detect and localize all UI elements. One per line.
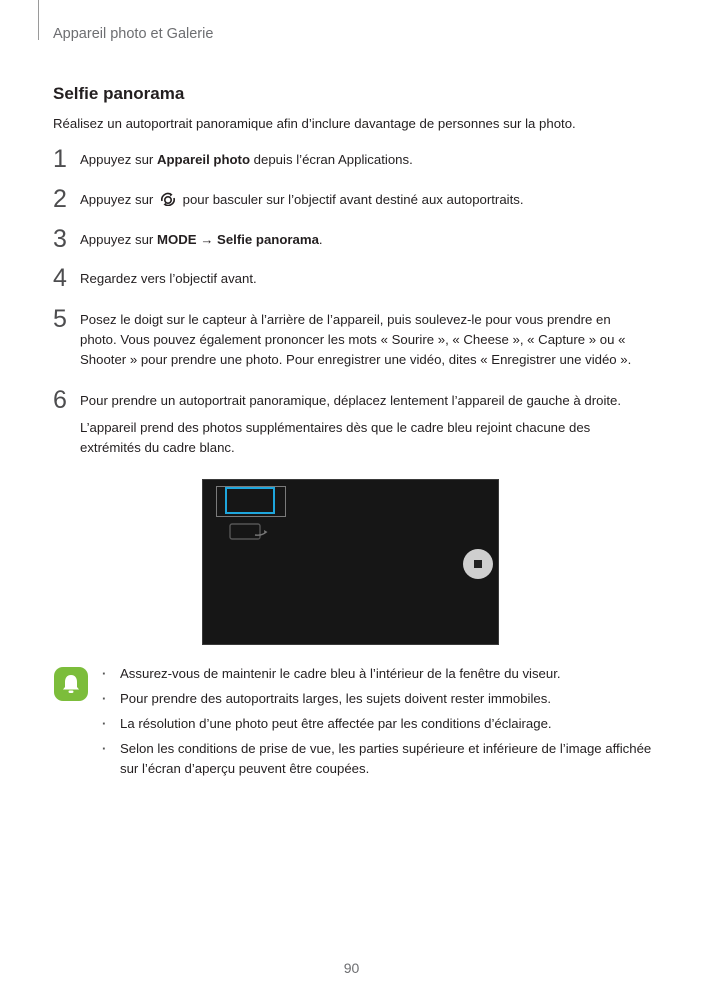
- blue-frame: [225, 487, 275, 514]
- step-number: 6: [53, 386, 67, 414]
- stop-button[interactable]: [463, 549, 493, 579]
- step-bold-text: Selfie panorama: [217, 232, 319, 247]
- step-text: Posez le doigt sur le capteur à l’arrière de l’appareil, puis soulevez-le pour vous prendre en photo. Vous pouvez également prononcer les mots « Sourire », « Cheese », « Capture » ou « Shooter » pour prendre une photo. Pour enregistrer une vidéo, dites « Enregistrer une vidéo ».: [80, 312, 632, 367]
- stop-icon: [474, 560, 482, 568]
- page-header: Appareil photo et Galerie: [53, 26, 214, 42]
- step-number: 3: [53, 225, 67, 253]
- step-number: 2: [53, 185, 67, 213]
- step-number: 5: [53, 305, 67, 333]
- page-number: 90: [343, 960, 360, 976]
- step-text: Pour prendre un autoportrait panoramique, déplacez lentement l’appareil de gauche à droite.: [80, 393, 622, 408]
- step-text: Regardez vers l’objectif avant.: [80, 271, 257, 286]
- step-text: Appuyez sur Appareil photo depuis l’écran Applications.: [80, 152, 413, 167]
- step-6-detail: L’appareil prend des photos supplémentaires dès que le cadre bleu rejoint chacune des extrémités du cadre blanc.: [80, 420, 591, 455]
- note-item: · La résolution d’une photo peut être affectée par les conditions d’éclairage.: [100, 714, 660, 734]
- section-title: Selfie panorama: [53, 84, 185, 103]
- phone-rotate-icon: [229, 523, 269, 541]
- step-number: 1: [53, 145, 67, 173]
- step-text: Appuyez sur pour basculer sur l’objectif avant destiné aux autoportraits.: [80, 192, 524, 207]
- intro-text: Réalisez un autoportrait panoramique afin d’inclure davantage de personnes sur la photo.: [53, 116, 576, 131]
- step-text: Appuyez sur MODE → Selfie panorama.: [80, 232, 323, 247]
- header-rule: [38, 0, 39, 40]
- note-item: · Pour prendre des autoportraits larges, les sujets doivent rester immobiles.: [100, 689, 660, 709]
- note-item: · Selon les conditions de prise de vue, les parties supérieure et inférieure de l’image affichée sur l’écran d’aperçu peuvent être coupées.: [100, 739, 660, 779]
- switch-camera-icon: [159, 192, 177, 206]
- step-number: 4: [53, 264, 67, 292]
- note-bell-icon: [54, 667, 88, 701]
- step-bold-text: MODE: [156, 232, 197, 247]
- notes-list: [100, 664, 660, 784]
- camera-preview-screenshot: [202, 479, 499, 645]
- step-bold-text: Appareil photo: [156, 152, 251, 167]
- note-item: · Assurez-vous de maintenir le cadre bleu à l’intérieur de la fenêtre du viseur.: [100, 664, 660, 684]
